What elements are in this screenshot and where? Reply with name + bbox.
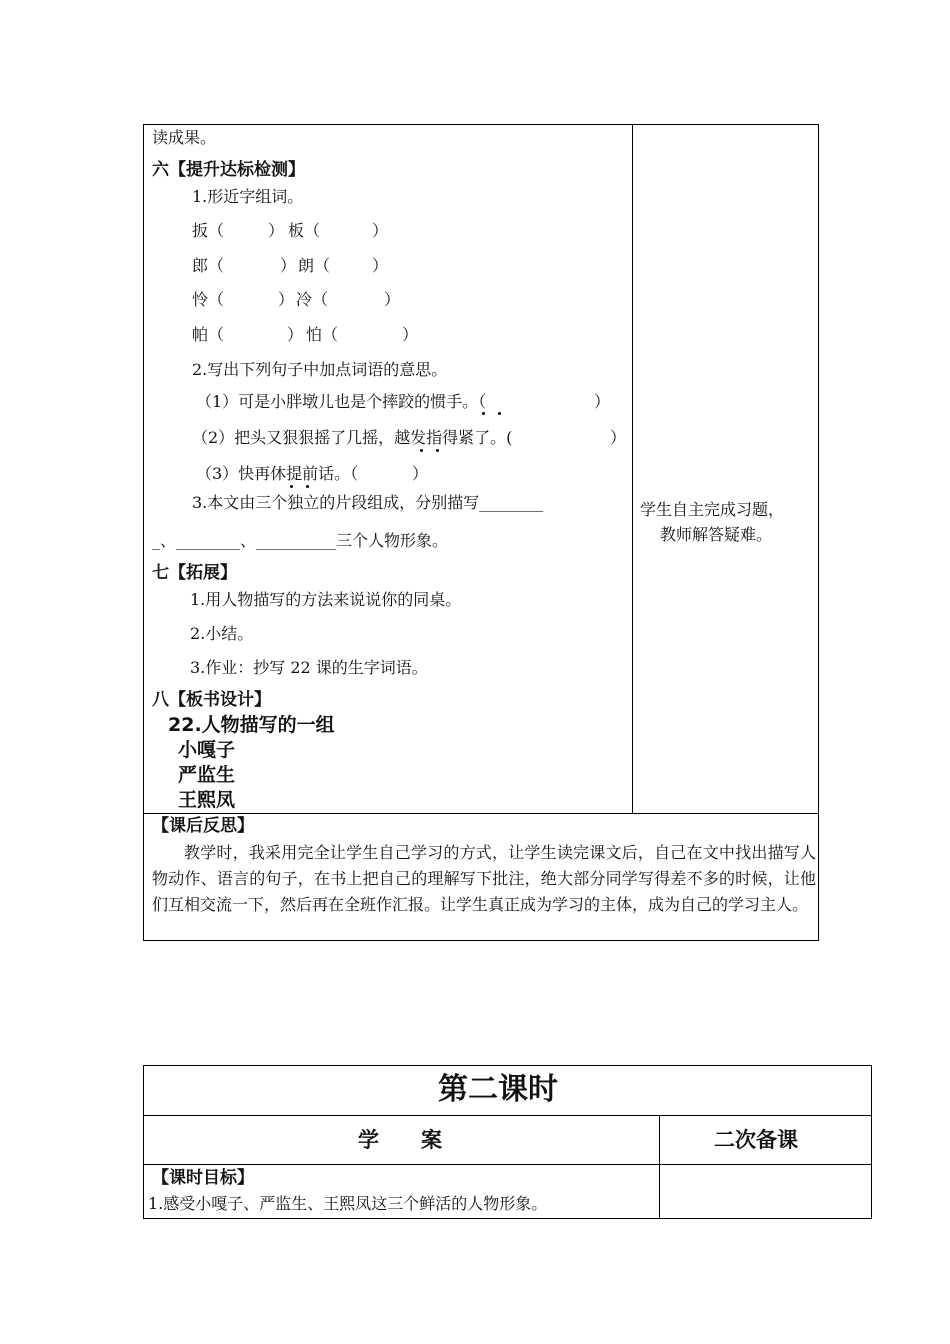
- question-2-item-3: （3）快再休提前话。（: [196, 464, 359, 483]
- question-2-item-2: （2）把头又狠狠摇了几摇，越发指得紧了。(: [192, 428, 513, 447]
- question-2-item-1-close: ）: [594, 392, 611, 411]
- emphasis-dot: [420, 449, 423, 452]
- table2-title-divider: [143, 1115, 872, 1116]
- reflection-text: 教学时，我采用完全让学生自己学习的方式，让学生读完课文后，自己在文中找出描写人物动作、语言的句子，在书上把自己的理解写下批注，绝大部分同学写得差不多的时候，让他们互相交流一下，然后再在全班作汇报。让学生真正成为学习的主体，成为自己的学习主人。: [152, 843, 816, 914]
- pair-4-b: 怕（: [306, 325, 339, 344]
- pair-2-a: 郎（: [192, 256, 225, 275]
- table1-top-border: [143, 124, 819, 125]
- table2-right-border: [871, 1065, 872, 1219]
- board-item-1: 小嘎子: [178, 739, 236, 761]
- pair-2-a-close: ）: [280, 256, 297, 275]
- extension-item-1: 1.用人物描写的方法来说说你的同桌。: [190, 590, 462, 609]
- question-2-item-3-close: ）: [412, 464, 429, 483]
- pair-3-b-close: ）: [384, 290, 401, 309]
- pair-1-a: 扳（: [192, 221, 225, 240]
- pair-3-a: 怜（: [192, 290, 225, 309]
- lesson-title: 第二课时: [438, 1072, 558, 1107]
- board-item-2: 严监生: [178, 764, 236, 786]
- pair-1-a-close: ）: [268, 221, 285, 240]
- pair-4-a-close: ）: [287, 325, 304, 344]
- table2-left-border: [143, 1065, 144, 1219]
- section-6-heading: 六【提升达标检测】: [152, 160, 305, 180]
- reflection-heading: 【课后反思】: [152, 816, 254, 836]
- table2-top-border: [143, 1065, 872, 1066]
- table1-col-divider: [632, 124, 633, 814]
- pair-1-b: 板（: [288, 221, 321, 240]
- column-header-review: 二次备课: [714, 1128, 798, 1152]
- goal-heading: 【课时目标】: [152, 1168, 254, 1188]
- pair-1-b-close: ）: [372, 221, 389, 240]
- table2-header-divider: [143, 1164, 872, 1165]
- table2-bottom-border: [143, 1218, 872, 1219]
- pair-4-b-close: ）: [402, 325, 419, 344]
- section-7-heading: 七【拓展】: [152, 563, 237, 583]
- teacher-note-line-2: 教师解答疑难。: [660, 525, 773, 544]
- question-2: 2.写出下列句子中加点词语的意思。: [192, 360, 448, 379]
- board-item-3: 王熙凤: [178, 789, 236, 811]
- emphasis-dot: [290, 485, 293, 488]
- emphasis-dot: [498, 412, 501, 415]
- emphasis-dot: [482, 412, 485, 415]
- table1-bottom-border: [143, 940, 819, 941]
- teacher-note-line-1: 学生自主完成习题，: [640, 500, 785, 519]
- question-3-line-2: _、________、__________三个人物形象。: [152, 531, 449, 550]
- emphasis-dot: [436, 449, 439, 452]
- column-header-plan: 学 案: [358, 1128, 442, 1152]
- table1-right-border: [818, 124, 819, 941]
- question-3-line-1: 3.本文由三个独立的片段组成，分别描写________: [192, 493, 544, 512]
- continued-text: 读成果。: [152, 128, 217, 147]
- extension-item-2: 2.小结。: [190, 624, 254, 643]
- question-2-item-1: （1）可是小胖墩儿也是个摔跤的惯手。（: [196, 392, 487, 411]
- board-title: 22.人物描写的一组: [168, 714, 335, 736]
- extension-item-3: 3.作业：抄写 22 课的生字词语。: [190, 658, 428, 677]
- pair-3-a-close: ）: [278, 290, 295, 309]
- emphasis-dot: [306, 485, 309, 488]
- table2-col-divider: [659, 1115, 660, 1219]
- question-1: 1.形近字组词。: [192, 187, 304, 206]
- table1-row-divider: [143, 813, 819, 814]
- table1-left-border: [143, 124, 144, 941]
- pair-4-a: 帕（: [192, 325, 225, 344]
- goal-item-1: 1.感受小嘎子、严监生、王熙凤这三个鲜活的人物形象。: [148, 1194, 548, 1213]
- section-8-heading: 八【板书设计】: [152, 690, 271, 710]
- pair-2-b: 朗（: [298, 256, 331, 275]
- pair-3-b: 冷（: [296, 290, 329, 309]
- pair-2-b-close: ）: [372, 256, 389, 275]
- question-2-item-2-close: ）: [610, 428, 627, 447]
